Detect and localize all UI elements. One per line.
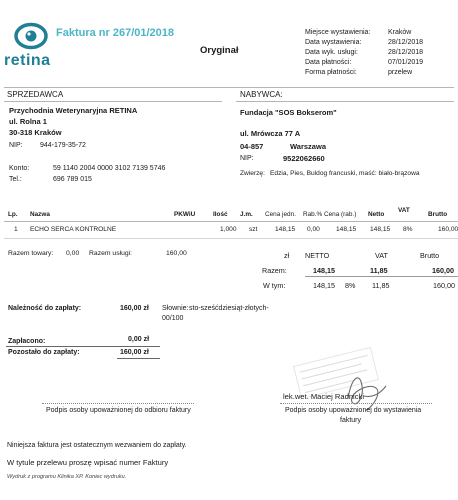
- remaining-label: Pozostało do zapłaty:: [8, 349, 80, 356]
- payment-reminder: Niniejsza faktura jest ostatecznym wezwaniem do zapłaty.: [7, 442, 187, 449]
- row-lp: 1: [14, 226, 18, 233]
- vat-total-underline: [305, 276, 458, 277]
- meta-payment-method-label: Forma płatności:: [305, 69, 357, 76]
- issuer-signature-caption-line2: faktury: [340, 417, 362, 424]
- paid-label: Zapłacono:: [8, 338, 46, 345]
- vat-gross-header: Brutto: [420, 251, 440, 260]
- header-pkwiu: PKWiU: [174, 211, 196, 218]
- vat-incl-label: W tym:: [263, 281, 286, 290]
- seller-title: SPRZEDAWCA: [7, 90, 64, 99]
- table-row-divider: [4, 238, 458, 239]
- seller-name: Przychodnia Weterynaryjna RETINA: [9, 106, 138, 115]
- row-discount: 0,00: [307, 226, 320, 233]
- header-discount: Rab.%: [303, 211, 323, 218]
- row-net: 148,15: [370, 226, 391, 233]
- meta-issue-date-value: 28/12/2018: [388, 39, 424, 46]
- buyer-postcode: 04-857: [240, 142, 264, 151]
- meta-payment-date-value: 07/01/2019: [388, 59, 424, 66]
- vat-incl-rate: 8%: [345, 281, 356, 290]
- buyer-city-name: Warszawa: [290, 142, 326, 151]
- header-price-discounted: Cena (rab.): [324, 211, 357, 218]
- vat-total-gross: 160,00: [432, 266, 454, 275]
- amount-words-line2: 00/100: [162, 315, 184, 322]
- vat-incl-net: 148,15: [313, 281, 335, 290]
- meta-issue-date-label: Data wystawienia:: [305, 39, 362, 46]
- meta-service-date-value: 28/12/2018: [388, 49, 424, 56]
- row-price-discounted: 148,15: [336, 226, 357, 233]
- seller-street: ul. Rolna 1: [9, 117, 47, 126]
- issuer-signature-caption-line1: Podpis osoby upoważnionej do wystawienia: [285, 407, 422, 414]
- services-total-label: Razem usługi:: [89, 250, 133, 257]
- row-unit-price: 148,15: [275, 226, 296, 233]
- vat-total-vat: 11,85: [370, 266, 388, 275]
- seller-divider: [4, 101, 222, 102]
- goods-total-label: Razem towary:: [8, 250, 54, 257]
- invoice-title: Faktura nr 267/01/2018: [56, 27, 175, 39]
- meta-payment-method-value: przelew: [388, 69, 413, 76]
- seller-account: 59 1140 2004 0000 3102 7139 5746: [53, 165, 166, 172]
- header-gross: Brutto: [428, 211, 448, 218]
- receiver-signature-caption: Podpis osoby upoważnionej do odbioru faktury: [46, 407, 191, 414]
- meta-place-value: Kraków: [388, 29, 412, 36]
- receiver-signature-line: [42, 403, 194, 404]
- seller-city: 30-318 Kraków: [9, 128, 62, 137]
- issuer-signature-line: [280, 403, 432, 404]
- header-name: Nazwa: [30, 211, 50, 218]
- doctor-name: lek.wet. Maciej Radnicki: [283, 392, 365, 401]
- vat-currency: zł: [284, 251, 290, 260]
- header-unit-price: Cena jedn.: [265, 211, 296, 218]
- meta-payment-date-label: Data płatności:: [305, 59, 352, 66]
- meta-place-label: Miejsce wystawienia:: [305, 29, 371, 36]
- seller-account-label: Konto:: [9, 165, 30, 172]
- row-qty: 1,000: [220, 226, 237, 233]
- seller-nip-label: NIP:: [9, 142, 23, 149]
- buyer-divider: [236, 101, 454, 102]
- vat-incl-gross: 160,00: [433, 281, 455, 290]
- buyer-street: ul. Mrówcza 77 A: [240, 129, 301, 138]
- header-qty: Ilość: [213, 211, 228, 218]
- buyer-animal: Edzia, Pies, Buldog francuski, maść: biało-brązowa: [270, 170, 420, 177]
- generated-by-note: Wydruk z programu Klinika XP. Koniec wydruku.: [7, 474, 127, 480]
- amount-due-value: 160,00 zł: [120, 305, 149, 312]
- buyer-animal-label: Zwierzę:: [240, 170, 265, 177]
- amount-due-label: Należność do zapłaty:: [8, 305, 82, 312]
- goods-total-value: 0,00: [66, 250, 80, 257]
- buyer-nip-label: NIP:: [240, 155, 254, 162]
- row-gross: 160,00: [438, 226, 458, 233]
- row-unit: szt: [249, 226, 258, 233]
- paid-underline: [6, 346, 160, 347]
- amount-words-label: Słownie:: [162, 305, 189, 312]
- vat-total-net: 148,15: [313, 266, 335, 275]
- vat-incl-vat: 11,85: [372, 281, 390, 290]
- seller-phone-label: Tel.:: [9, 176, 22, 183]
- row-vat: 8%: [403, 226, 413, 233]
- transfer-title-note: W tytule przelewu proszę wpisać numer Faktury: [7, 458, 169, 467]
- paid-value: 0,00 zł: [128, 336, 150, 343]
- header-vat: VAT: [398, 207, 410, 214]
- remaining-underline: [117, 358, 160, 359]
- table-header-divider: [4, 221, 458, 222]
- brand-name: retina: [4, 52, 51, 69]
- vat-vat-header: VAT: [375, 251, 388, 260]
- header-lp: Lp.: [8, 211, 18, 218]
- seller-nip: 944-179-35-72: [40, 142, 86, 149]
- buyer-nip: 9522062660: [283, 154, 325, 163]
- header-unit: J.m.: [240, 211, 253, 218]
- header-net: Netto: [368, 211, 385, 218]
- meta-service-date-label: Data wyk. usługi:: [305, 49, 358, 56]
- buyer-title: NABYWCA:: [240, 90, 283, 99]
- amount-words-line1: sto-sześćdziesiąt-złotych-: [189, 305, 269, 312]
- remaining-value: 160,00 zł: [120, 349, 149, 356]
- divider: [4, 87, 454, 88]
- vat-total-label: Razem:: [262, 266, 287, 275]
- buyer-name: Fundacja "SOS Bokserom": [240, 108, 337, 117]
- vat-net-header: NETTO: [305, 251, 330, 260]
- services-total-value: 160,00: [166, 250, 187, 257]
- row-name: ECHO SERCA KONTROLNE: [30, 226, 117, 233]
- eye-logo-icon: [14, 22, 48, 50]
- original-label: Oryginał: [200, 45, 239, 56]
- seller-phone: 696 789 015: [53, 176, 92, 183]
